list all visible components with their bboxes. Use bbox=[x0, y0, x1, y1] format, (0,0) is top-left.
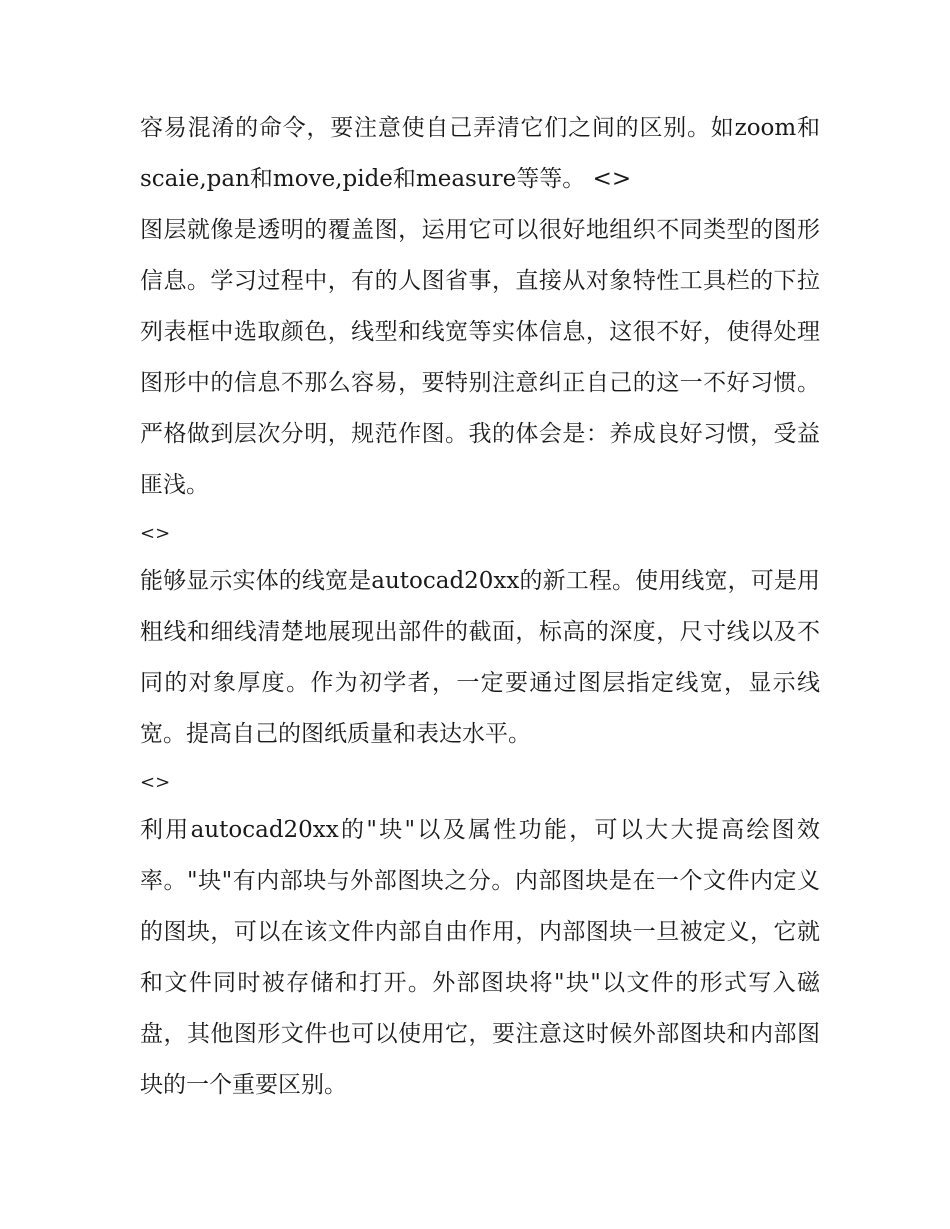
paragraph-layers: 图层就像是透明的覆盖图，运用它可以很好地组织不同类型的图形信息。学习过程中，有的人图省事，直接从对象特性工具栏的下拉列表框中选取颜色，线型和线宽等实体信息，这很不好，使得处理图形中的信息不那么容易，要特别注意纠正自己的这一不好习惯。严格做到层次分明，规范作图。我的体会是：养成良好习惯，受益匪浅。 bbox=[140, 217, 820, 498]
separator-mark: <> bbox=[140, 772, 171, 793]
paragraph-confusing-commands: 容易混淆的命令，要注意使自己弄清它们之间的区别。如zoom和scaie,pan和move,pide和measure等等。 <> bbox=[140, 115, 820, 192]
paragraph-blocks: 利用autocad20xx的"块"以及属性功能，可以大大提高绘图效率。"块"有内部块与外部图块之分。内部图块是在一个文件内定义的图块，可以在该文件内部自由作用，内部图块一旦被定义，它就和文件同时被存储和打开。外部图块将"块"以文件的形式写入磁盘，其他图形文件也可以使用它，要注意这时候外部图块和内部图块的一个重要区别。 bbox=[140, 817, 820, 1098]
separator-mark: <> bbox=[140, 523, 171, 544]
paragraph-lineweight: 能够显示实体的线宽是autocad20xx的新工程。使用线宽，可是用粗线和细线清楚地展现出部件的截面，标高的深度，尺寸线以及不同的对象厚度。作为初学者，一定要通过图层指定线宽，显示线宽。提高自己的图纸质量和表达水平。 bbox=[140, 568, 820, 747]
document-page bbox=[140, 103, 820, 1111]
